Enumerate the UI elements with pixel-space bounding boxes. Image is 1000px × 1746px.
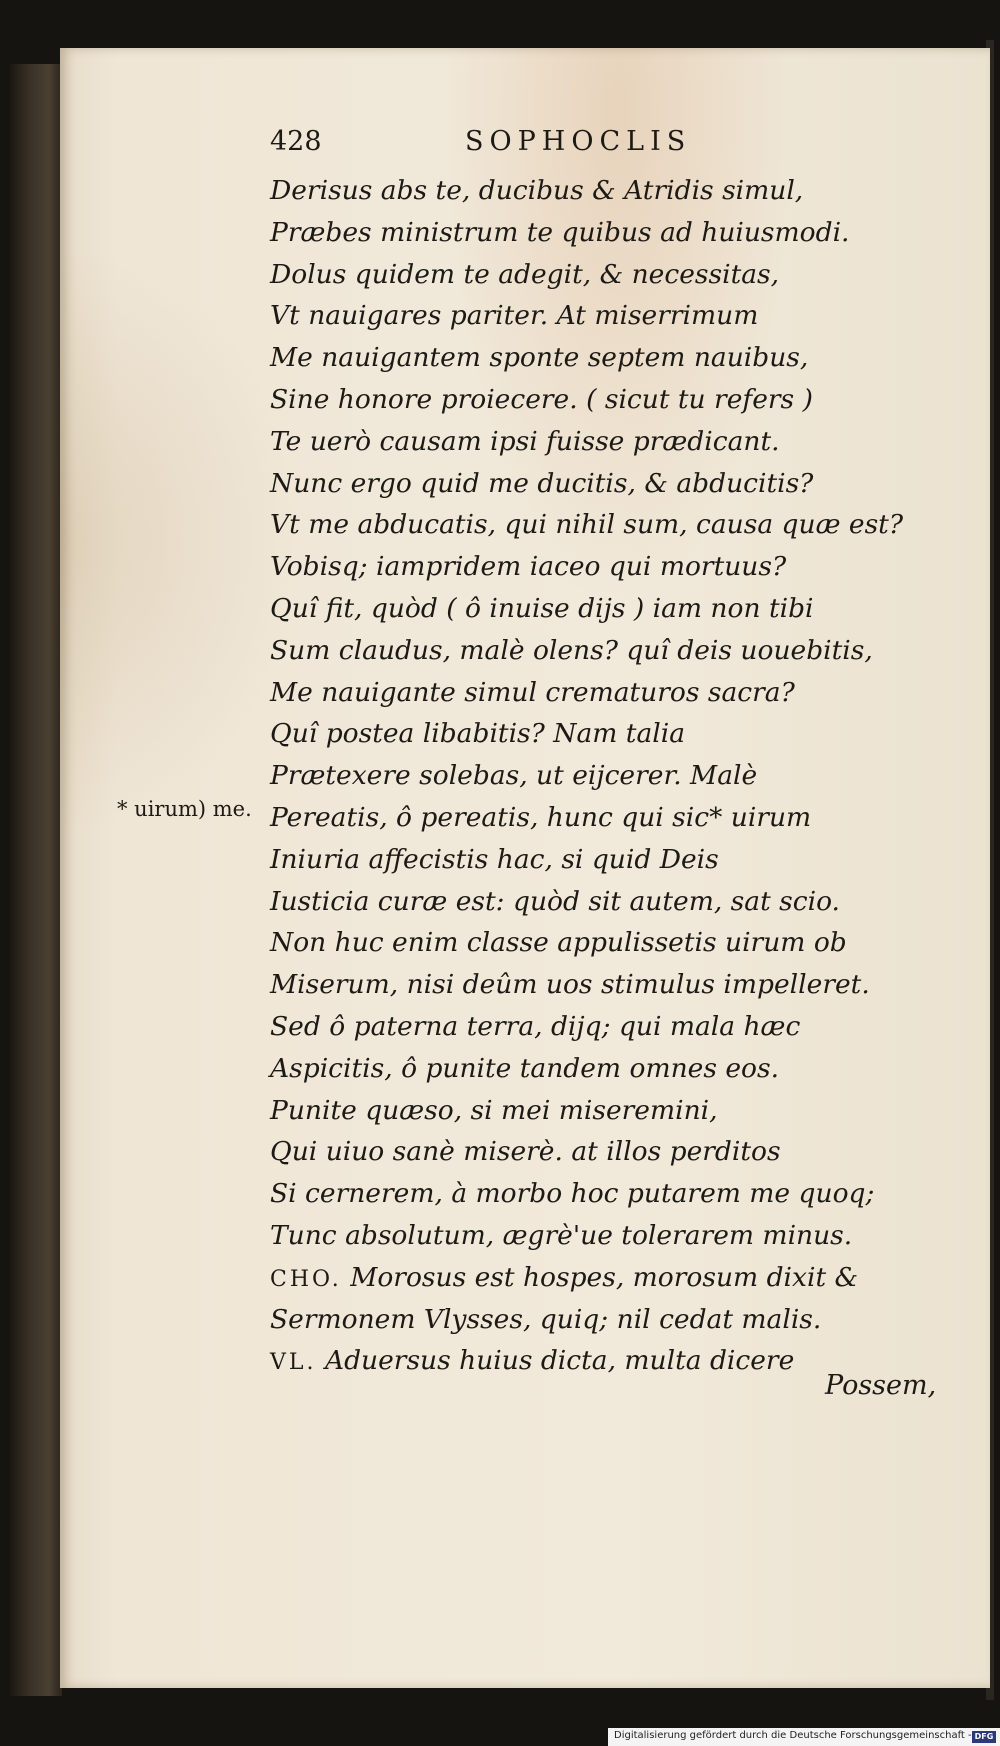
verse-line: Iniuria affecistis hac, si quid Deis [270, 843, 719, 875]
verse-line: Vt nauigares pariter. At miserrimum [270, 300, 759, 332]
verse-line: Dolus quidem te adegit, & necessitas, [270, 258, 780, 290]
verse-line: Punite quæso, si mei miseremini, [270, 1094, 718, 1126]
verse-line: Me nauigante simul crematuros sacra? [270, 676, 795, 708]
page-number: 428 [270, 126, 322, 157]
verse-line: Non huc enim classe appulissetis uirum ob [270, 927, 847, 959]
verse-line: Derisus abs te, ducibus & Atridis simul, [270, 175, 804, 206]
dfg-logo: DFG [972, 1731, 996, 1743]
verse-line: Si cernerem, à morbo hoc putarem me quoq; [270, 1178, 875, 1210]
verse-line: Sine honore proiecere. ( sicut tu refers ) [270, 383, 813, 415]
book-spine [10, 64, 62, 1696]
verse-line: Nunc ergo quid me ducitis, & abducitis? [270, 467, 814, 499]
digitization-footer [608, 1728, 1000, 1746]
verse-line: Te uerò causam ipsi fuisse prædicant. [270, 425, 780, 457]
margin-note: * uirum) me. [117, 797, 252, 821]
catchword: Possem, [825, 1370, 937, 1401]
verse-line: Quî fit, quòd ( ô inuise dijs ) iam non tibi [270, 592, 814, 624]
chorus-line-2: Sermonem Vlysses, quiq; nil cedat malis. [270, 1303, 822, 1335]
verse-line: Sum claudus, malè olens? quî deis uouebitis, [270, 634, 873, 666]
verse-line: Aspicitis, ô punite tandem omnes eos. [270, 1052, 779, 1084]
verse-line: Sed ô paterna terra, dijq; qui mala hæc [270, 1010, 801, 1042]
ulysses-line [270, 1340, 830, 1382]
speaker-ulysses: VL. [270, 1350, 317, 1376]
verse-line: Miserum, nisi deûm uos stimulus impelleret. [270, 969, 870, 1001]
verse-line: Præbes ministrum te quibus ad huiusmodi. [270, 216, 850, 248]
verse-block [270, 170, 904, 1382]
verse-line: Qui uiuo sanè miserè. at illos perditos [270, 1136, 781, 1168]
page-header [270, 126, 740, 166]
verse-line: Prætexere solebas, ut eijcerer. Malè [270, 760, 758, 792]
speaker-chorus: CHO. [270, 1266, 342, 1292]
verse-line: Quî postea libabitis? Nam talia [270, 718, 686, 750]
chorus-text: Morosus est hospes, morosum dixit & [350, 1261, 859, 1293]
verse-line: Pereatis, ô pereatis, hunc qui sic* uirum [270, 801, 812, 833]
verse-line: Iusticia curæ est: quòd sit autem, sat scio. [270, 885, 840, 917]
verse-line: Vobisq; iampridem iaceo qui mortuus? [270, 551, 787, 583]
verse-line: Tunc absolutum, ægrè'ue tolerarem minus. [270, 1219, 853, 1251]
running-head: SOPHOCLIS [465, 126, 692, 157]
verse-line: Vt me abducatis, qui nihil sum, causa quæ est? [270, 509, 904, 541]
chorus-line [270, 1257, 859, 1299]
verse-line: Me nauigantem sponte septem nauibus, [270, 342, 809, 374]
ulysses-text: Aduersus huius dicta, multa dicere [324, 1345, 795, 1377]
footer-credit: Digitalisierung gefördert durch die Deutsche Forschungsgemeinschaft - [614, 1730, 972, 1741]
